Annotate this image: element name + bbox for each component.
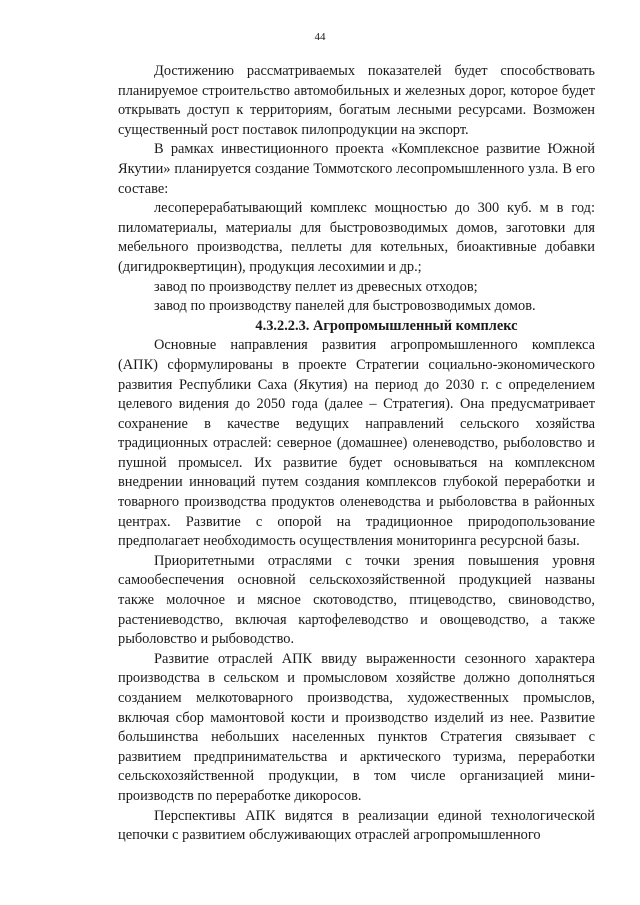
paragraph-apk-prospects: Перспективы АПК видятся в реализации единой технологической цепочки с развитием обслуживающих отраслей агропромышленного bbox=[118, 807, 595, 844]
paragraph-investment-project: В рамках инвестиционного проекта «Комплексное развитие Южной Якутии» планируется создание Томмотского лесопромышленного узла. В его составе: bbox=[118, 141, 595, 197]
paragraph-priority-sectors: Приоритетными отраслями с точки зрения повышения уровня самообеспечения основной сельскохозяйственной продукцией названы также молочное и мясное скотоводство, птицеводство, свиноводство, растениеводство, включая картофелеводство и овощеводство, а также рыболовство и рыбоводство. bbox=[118, 552, 595, 648]
paragraph-road-construction: Достижению рассматриваемых показателей будет способствовать планируемое строительство автомобильных и железных дорог, которое будет открывать доступ к территориям, богатым лесными ресурсами. Возможен существенный рост поставок пилопродукции на экспорт. bbox=[118, 63, 595, 138]
list-item-processing-complex: лесоперерабатывающий комплекс мощностью до 300 куб. м в год: пиломатериалы, материалы для быстровозводимых домов, заготовки для мебельного производства, пеллеты для котельных, биоактивные добавки (дигидроквертицин), продукция лесохимии и др.; bbox=[118, 200, 595, 275]
page-number: 44 bbox=[314, 31, 326, 43]
paragraph-seasonal-development: Развитие отраслей АПК ввиду выраженности сезонного характера производства в сельском и промысловом хозяйстве должно дополняться созданием мелкотоварного производства, художественных промыслов, включая сбор мамонтовой кости и производство изделий из нее. Развитие большинства небольших населенных пунктов Стратегия связывает с развитием предпринимательства и арктического туризма, переработки сельскохозяйственной продукции, в том числе организацией мини-производств по переработке дикоросов. bbox=[118, 650, 595, 804]
list-item-pellet-plant: завод по производству пеллет из древесных отходов; bbox=[154, 278, 478, 295]
section-heading: 4.3.2.2.3. Агропромышленный комплекс bbox=[255, 317, 518, 334]
list-item-panel-plant: завод по производству панелей для быстровозводимых домов. bbox=[154, 298, 536, 315]
page-body bbox=[118, 62, 595, 846]
paragraph-apk-directions: Основные направления развития агропромышленного комплекса (АПК) сформулированы в проекте Стратегии социально-экономического развития Республики Саха (Якутия) на период до 2030 г. с определением целевого видения до 2050 года (далее – Стратегия). Она предусматривает сохранение в качестве ведущих направлений сельского хозяйства традиционных отраслей: северное (домашнее) оленеводство, рыболовство и пушной промысел. Их развитие будет основываться на комплексном внедрении инноваций путем создания комплексов глубокой переработки и товарного производства продуктов оленеводства и рыболовства в районных центрах. Развитие с опорой на традиционное природопользование предполагает необходимость осуществления мониторинга ресурсной базы. bbox=[118, 337, 595, 550]
